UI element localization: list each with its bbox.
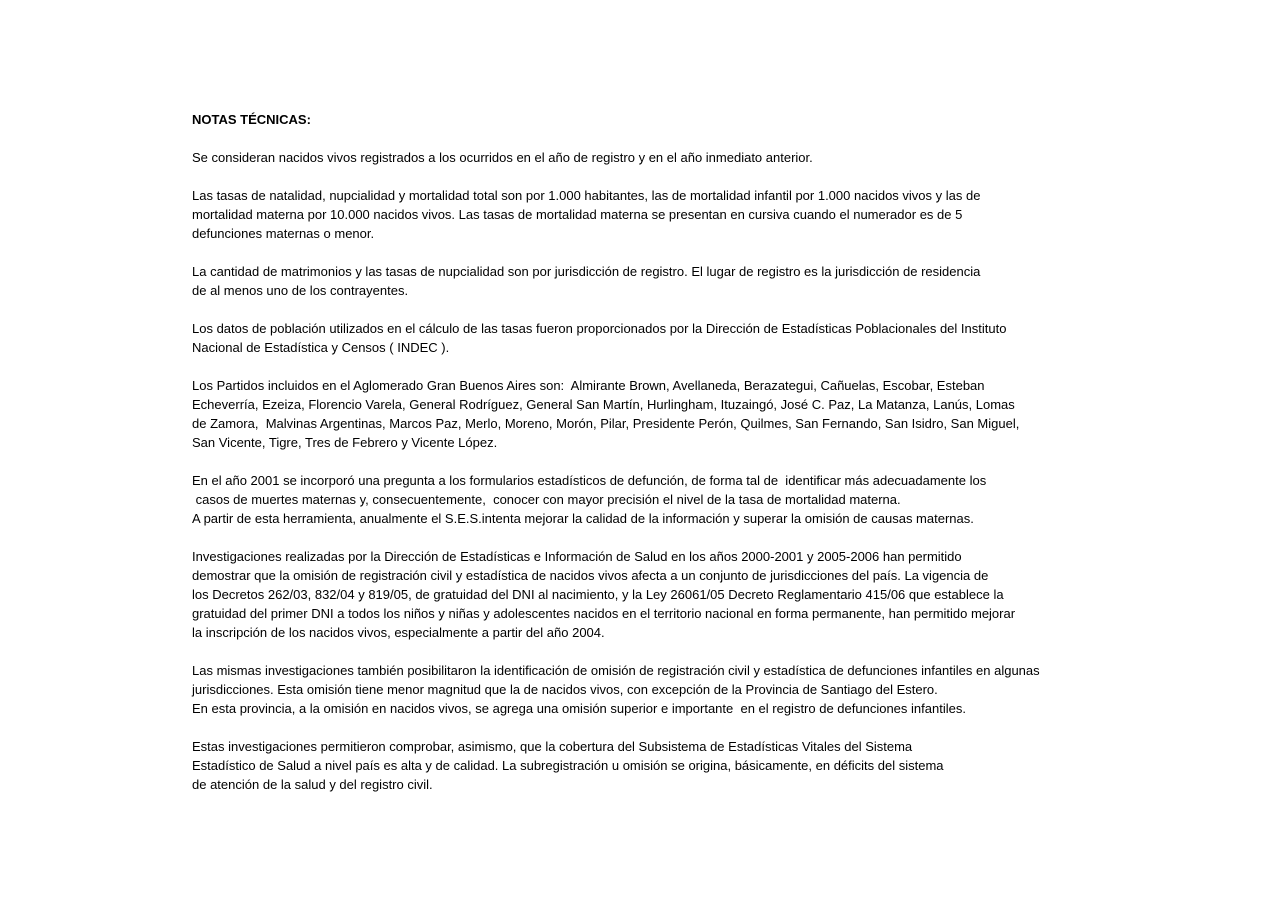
note-line: San Vicente, Tigre, Tres de Febrero y Vicente López. — [192, 435, 498, 450]
note-line: Echeverría, Ezeiza, Florencio Varela, General Rodríguez, General San Martín, Hurlingham, Ituzaingó, José C. Paz, La Matanza, Lanús, Lomas — [192, 397, 1015, 412]
note-line: mortalidad materna por 10.000 nacidos vivos. Las tasas de mortalidad materna se presentan en cursiva cuando el numerador es de 5 — [192, 207, 963, 222]
note-line: Las mismas investigaciones también posibilitaron la identificación de omisión de registración civil y estadística de defunciones infantiles en algunas — [192, 663, 1040, 678]
note-line: Se consideran nacidos vivos registrados a los ocurridos en el año de registro y en el año inmediato anterior. — [192, 150, 813, 165]
note-paragraph-6 — [192, 471, 1192, 528]
note-line: Investigaciones realizadas por la Dirección de Estadísticas e Información de Salud en los años 2000-2001 y 2005-2006 han permitido — [192, 549, 962, 564]
note-line: gratuidad del primer DNI a todos los niños y niñas y adolescentes nacidos en el territorio nacional en forma permanente, han permitido mejorar — [192, 606, 1016, 621]
note-line: jurisdicciones. Esta omisión tiene menor magnitud que la de nacidos vivos, con excepción de la Provincia de Santiago del Estero. — [192, 682, 938, 697]
note-line: Los datos de población utilizados en el cálculo de las tasas fueron proporcionados por la Dirección de Estadísticas Poblacionales del Instituto — [192, 321, 1007, 336]
note-line: de atención de la salud y del registro civil. — [192, 777, 433, 792]
note-line: demostrar que la omisión de registración civil y estadística de nacidos vivos afecta a un conjunto de jurisdicciones del país. La vigencia de — [192, 568, 989, 583]
note-paragraph-9 — [192, 737, 1192, 794]
note-paragraph-2 — [192, 186, 1192, 243]
note-line: En el año 2001 se incorporó una pregunta a los formularios estadísticos de defunción, de forma tal de identificar más adecuadamente los — [192, 473, 987, 488]
note-paragraph-4 — [192, 319, 1192, 357]
notes-body — [192, 148, 1192, 794]
note-line: de Zamora, Malvinas Argentinas, Marcos Paz, Merlo, Moreno, Morón, Pilar, Presidente Perón, Quilmes, San Fernando, San Isidro, San Miguel, — [192, 416, 1020, 431]
note-paragraph-3 — [192, 262, 1192, 300]
technical-notes-page — [192, 110, 1192, 813]
note-paragraph-1 — [192, 148, 1192, 167]
note-line: defunciones maternas o menor. — [192, 226, 375, 241]
note-line: Estadístico de Salud a nivel país es alta y de calidad. La subregistración u omisión se origina, básicamente, en déficits del sistema — [192, 758, 944, 773]
page-title: NOTAS TÉCNICAS: — [192, 112, 311, 127]
note-line: Estas investigaciones permitieron comprobar, asimismo, que la cobertura del Subsistema de Estadísticas Vitales del Sistema — [192, 739, 913, 754]
note-paragraph-5 — [192, 376, 1192, 452]
note-line: A partir de esta herramienta, anualmente el S.E.S.intenta mejorar la calidad de la información y superar la omisión de causas maternas. — [192, 511, 974, 526]
note-line: En esta provincia, a la omisión en nacidos vivos, se agrega una omisión superior e importante en el registro de defunciones infantiles. — [192, 701, 966, 716]
note-line: de al menos uno de los contrayentes. — [192, 283, 409, 298]
note-paragraph-7 — [192, 547, 1192, 642]
note-line: casos de muertes maternas y, consecuentemente, conocer con mayor precisión el nivel de la tasa de mortalidad materna. — [192, 492, 901, 507]
note-paragraph-8 — [192, 661, 1192, 718]
note-line: Los Partidos incluidos en el Aglomerado Gran Buenos Aires son: Almirante Brown, Avellaneda, Berazategui, Cañuelas, Escobar, Esteban — [192, 378, 985, 393]
note-line: Nacional de Estadística y Censos ( INDEC ). — [192, 340, 450, 355]
note-line: Las tasas de natalidad, nupcialidad y mortalidad total son por 1.000 habitantes, las de mortalidad infantil por 1.000 nacidos vivos y las de — [192, 188, 981, 203]
note-line: La cantidad de matrimonios y las tasas de nupcialidad son por jurisdicción de registro. El lugar de registro es la jurisdicción de residencia — [192, 264, 981, 279]
note-line: la inscripción de los nacidos vivos, especialmente a partir del año 2004. — [192, 625, 605, 640]
note-line: los Decretos 262/03, 832/04 y 819/05, de gratuidad del DNI al nacimiento, y la Ley 26061/05 Decreto Reglamentario 415/06 que establece la — [192, 587, 1004, 602]
